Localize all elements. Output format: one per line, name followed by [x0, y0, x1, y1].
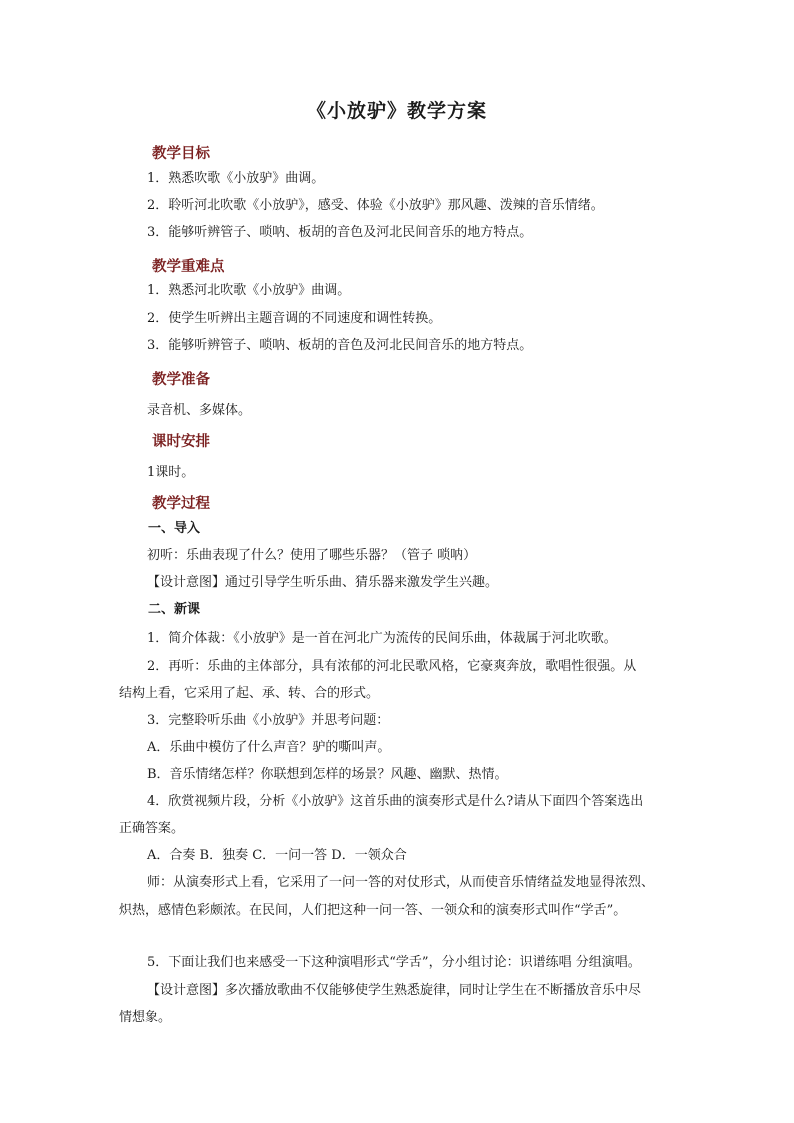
new-lesson-p5: 5．下面让我们也来感受一下这种演唱形式“学舌”，分小组讨论：识谱练唱 分组演唱。 — [147, 955, 641, 970]
new-lesson-p2-line2: 结构上看，它采用了起、承、转、合的形式。 — [119, 686, 380, 701]
subheading-intro: 一、导入 — [148, 521, 201, 536]
intro-line-1: 初听：乐曲表现了什么？使用了哪些乐器？（管子 唢呐） — [147, 548, 477, 563]
answer-options: A．合奏 B．独奏 C．一问一答 D．一领众合 — [147, 848, 407, 863]
new-lesson-p2-line1: 2．再听：乐曲的主体部分，具有浓郁的河北民歌风格，它豪爽奔放，歌唱性很强。从 — [147, 659, 637, 674]
new-lesson-p1: 1．简介体裁：《小放驴》是一首在河北广为流传的民间乐曲，体裁属于河北吹歌。 — [147, 631, 617, 646]
section-heading-schedule: 课时安排 — [152, 433, 210, 450]
design-intent-line-2: 情想象。 — [119, 1010, 172, 1025]
goal-item-3: 3．能够听辨管子、唢呐、板胡的音色及河北民间音乐的地方特点。 — [147, 225, 533, 240]
goal-item-1: 1．熟悉吹歌《小放驴》曲调。 — [147, 171, 325, 186]
section-heading-goals: 教学目标 — [152, 145, 210, 162]
section-heading-process: 教学过程 — [152, 495, 210, 512]
teacher-line-1: 师：从演奏形式上看，它采用了一问一答的对仗形式，从而使音乐情绪益发地显得浓烈、 — [147, 875, 655, 890]
document-title: 《小放驴》教学方案 — [306, 100, 487, 122]
section-heading-key-points: 教学重难点 — [152, 258, 225, 275]
key-point-item-2: 2．使学生听辨出主题音调的不同速度和调性转换。 — [147, 311, 442, 326]
new-lesson-p4-line2: 正确答案。 — [119, 821, 185, 836]
section-heading-preparation: 教学准备 — [152, 371, 210, 388]
intro-design-intent: 【设计意图】通过引导学生听乐曲、猜乐器来激发学生兴趣。 — [147, 575, 499, 590]
design-intent-line-1: 【设计意图】多次播放歌曲不仅能够使学生熟悉旋律，同时让学生在不断播放音乐中尽 — [147, 983, 642, 998]
key-point-item-1: 1．熟悉河北吹歌《小放驴》曲调。 — [147, 283, 351, 298]
new-lesson-p3: 3．完整聆听乐曲《小放驴》并思考问题： — [147, 713, 390, 728]
new-lesson-p3-a: A．乐曲中模仿了什么声音？驴的嘶叫声。 — [147, 740, 391, 755]
goal-item-2: 2．聆听河北吹歌《小放驴》，感受、体验《小放驴》那风趣、泼辣的音乐情绪。 — [147, 198, 604, 213]
key-point-item-3: 3．能够听辨管子、唢呐、板胡的音色及河北民间音乐的地方特点。 — [147, 338, 533, 353]
schedule-text: 1课时。 — [147, 465, 195, 480]
subheading-new-lesson: 二、新课 — [148, 602, 201, 617]
new-lesson-p4-line1: 4．欣赏视频片段，分析《小放驴》这首乐曲的演奏形式是什么?请从下面四个答案选出 — [147, 794, 644, 809]
preparation-text: 录音机、多媒体。 — [147, 403, 252, 418]
teacher-line-2: 炽热，感情色彩颇浓。在民间，人们把这种一问一答、一领众和的演奏形式叫作“学舌”。 — [119, 903, 627, 918]
new-lesson-p3-b: B．音乐情绪怎样？你联想到怎样的场景？风趣、幽默、热情。 — [147, 767, 508, 782]
